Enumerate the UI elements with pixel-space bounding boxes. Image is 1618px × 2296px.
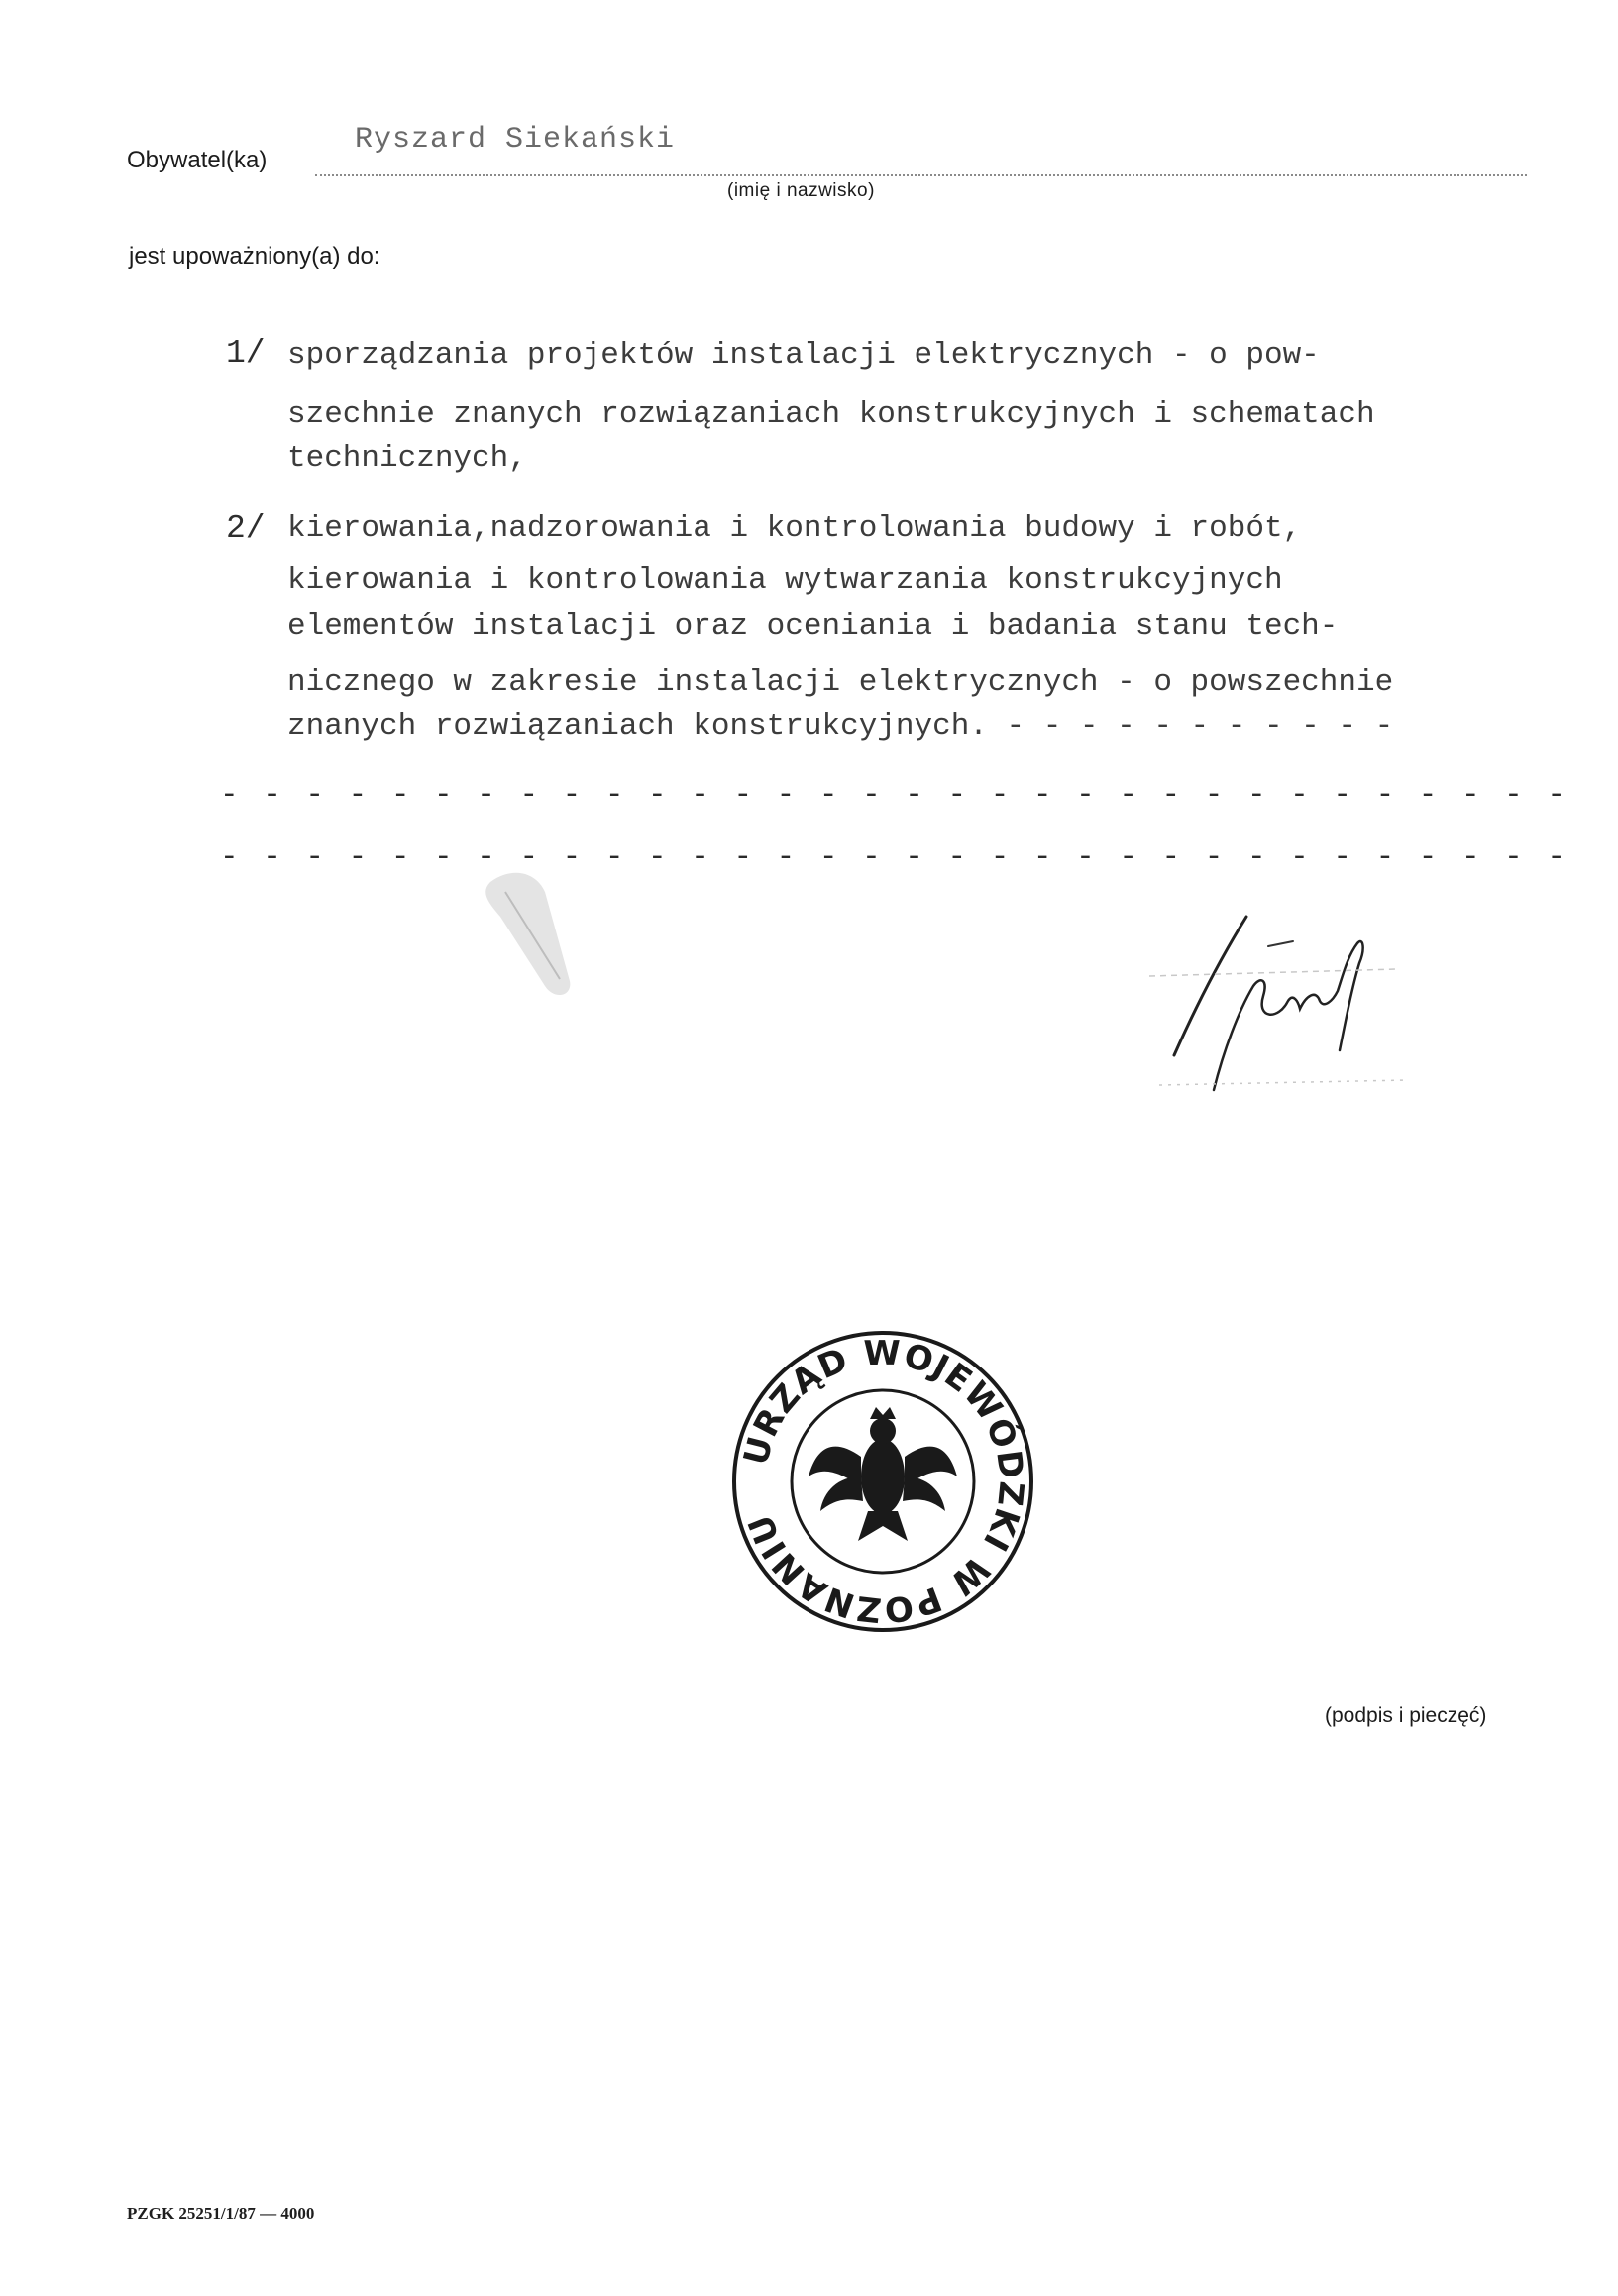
signature xyxy=(1130,902,1427,1100)
item-2-line-1: kierowania,nadzorowania i kontrolowania budowy i robót, xyxy=(287,511,1302,546)
item-2-number: 2/ xyxy=(226,510,266,547)
item-1-line-1: sporządzania projektów instalacji elektrycznych - o pow- xyxy=(287,338,1320,373)
name-caption: (imię i nazwisko) xyxy=(727,180,875,201)
authorized-label: jest upoważniony(a) do: xyxy=(129,243,380,270)
item-1-number: 1/ xyxy=(226,335,266,372)
form-print-code: PZGK 25251/1/87 — 4000 xyxy=(127,2204,315,2223)
smudge-mark xyxy=(476,862,604,1011)
signature-caption: (podpis i pieczęć) xyxy=(1325,1704,1487,1727)
item-2-line-2: kierowania i kontrolowania wytwarzania konstrukcyjnych xyxy=(287,563,1283,598)
official-seal xyxy=(729,1328,1036,1635)
item-2-line-5: znanych rozwiązaniach konstrukcyjnych. - - - - - - - - - - - xyxy=(287,710,1394,744)
seal-ring-text: URZĄD WOJEWÓDZKI W POZNANIU xyxy=(736,1333,1031,1630)
filler-dash-line-1: - - - - - - - - - - - - - - - - - - - - - - - - - - - - - - - - xyxy=(220,778,1568,813)
item-2-line-3: elementów instalacji oraz oceniania i badania stanu tech- xyxy=(287,609,1339,644)
citizen-label: Obywatel(ka) xyxy=(127,147,268,173)
name-field-line xyxy=(315,174,1527,176)
item-1-line-2: szechnie znanych rozwiązaniach konstrukcyjnych i schematach xyxy=(287,397,1375,432)
filler-dash-line-2: - - - - - - - - - - - - - - - - - - - - - - - - - - - - - - - - xyxy=(220,840,1568,875)
item-1-line-3: technicznych, xyxy=(287,441,527,476)
citizen-name-value: Ryszard Siekański xyxy=(355,123,676,157)
item-2-line-4: nicznego w zakresie instalacji elektrycznych - o powszechnie xyxy=(287,665,1394,700)
